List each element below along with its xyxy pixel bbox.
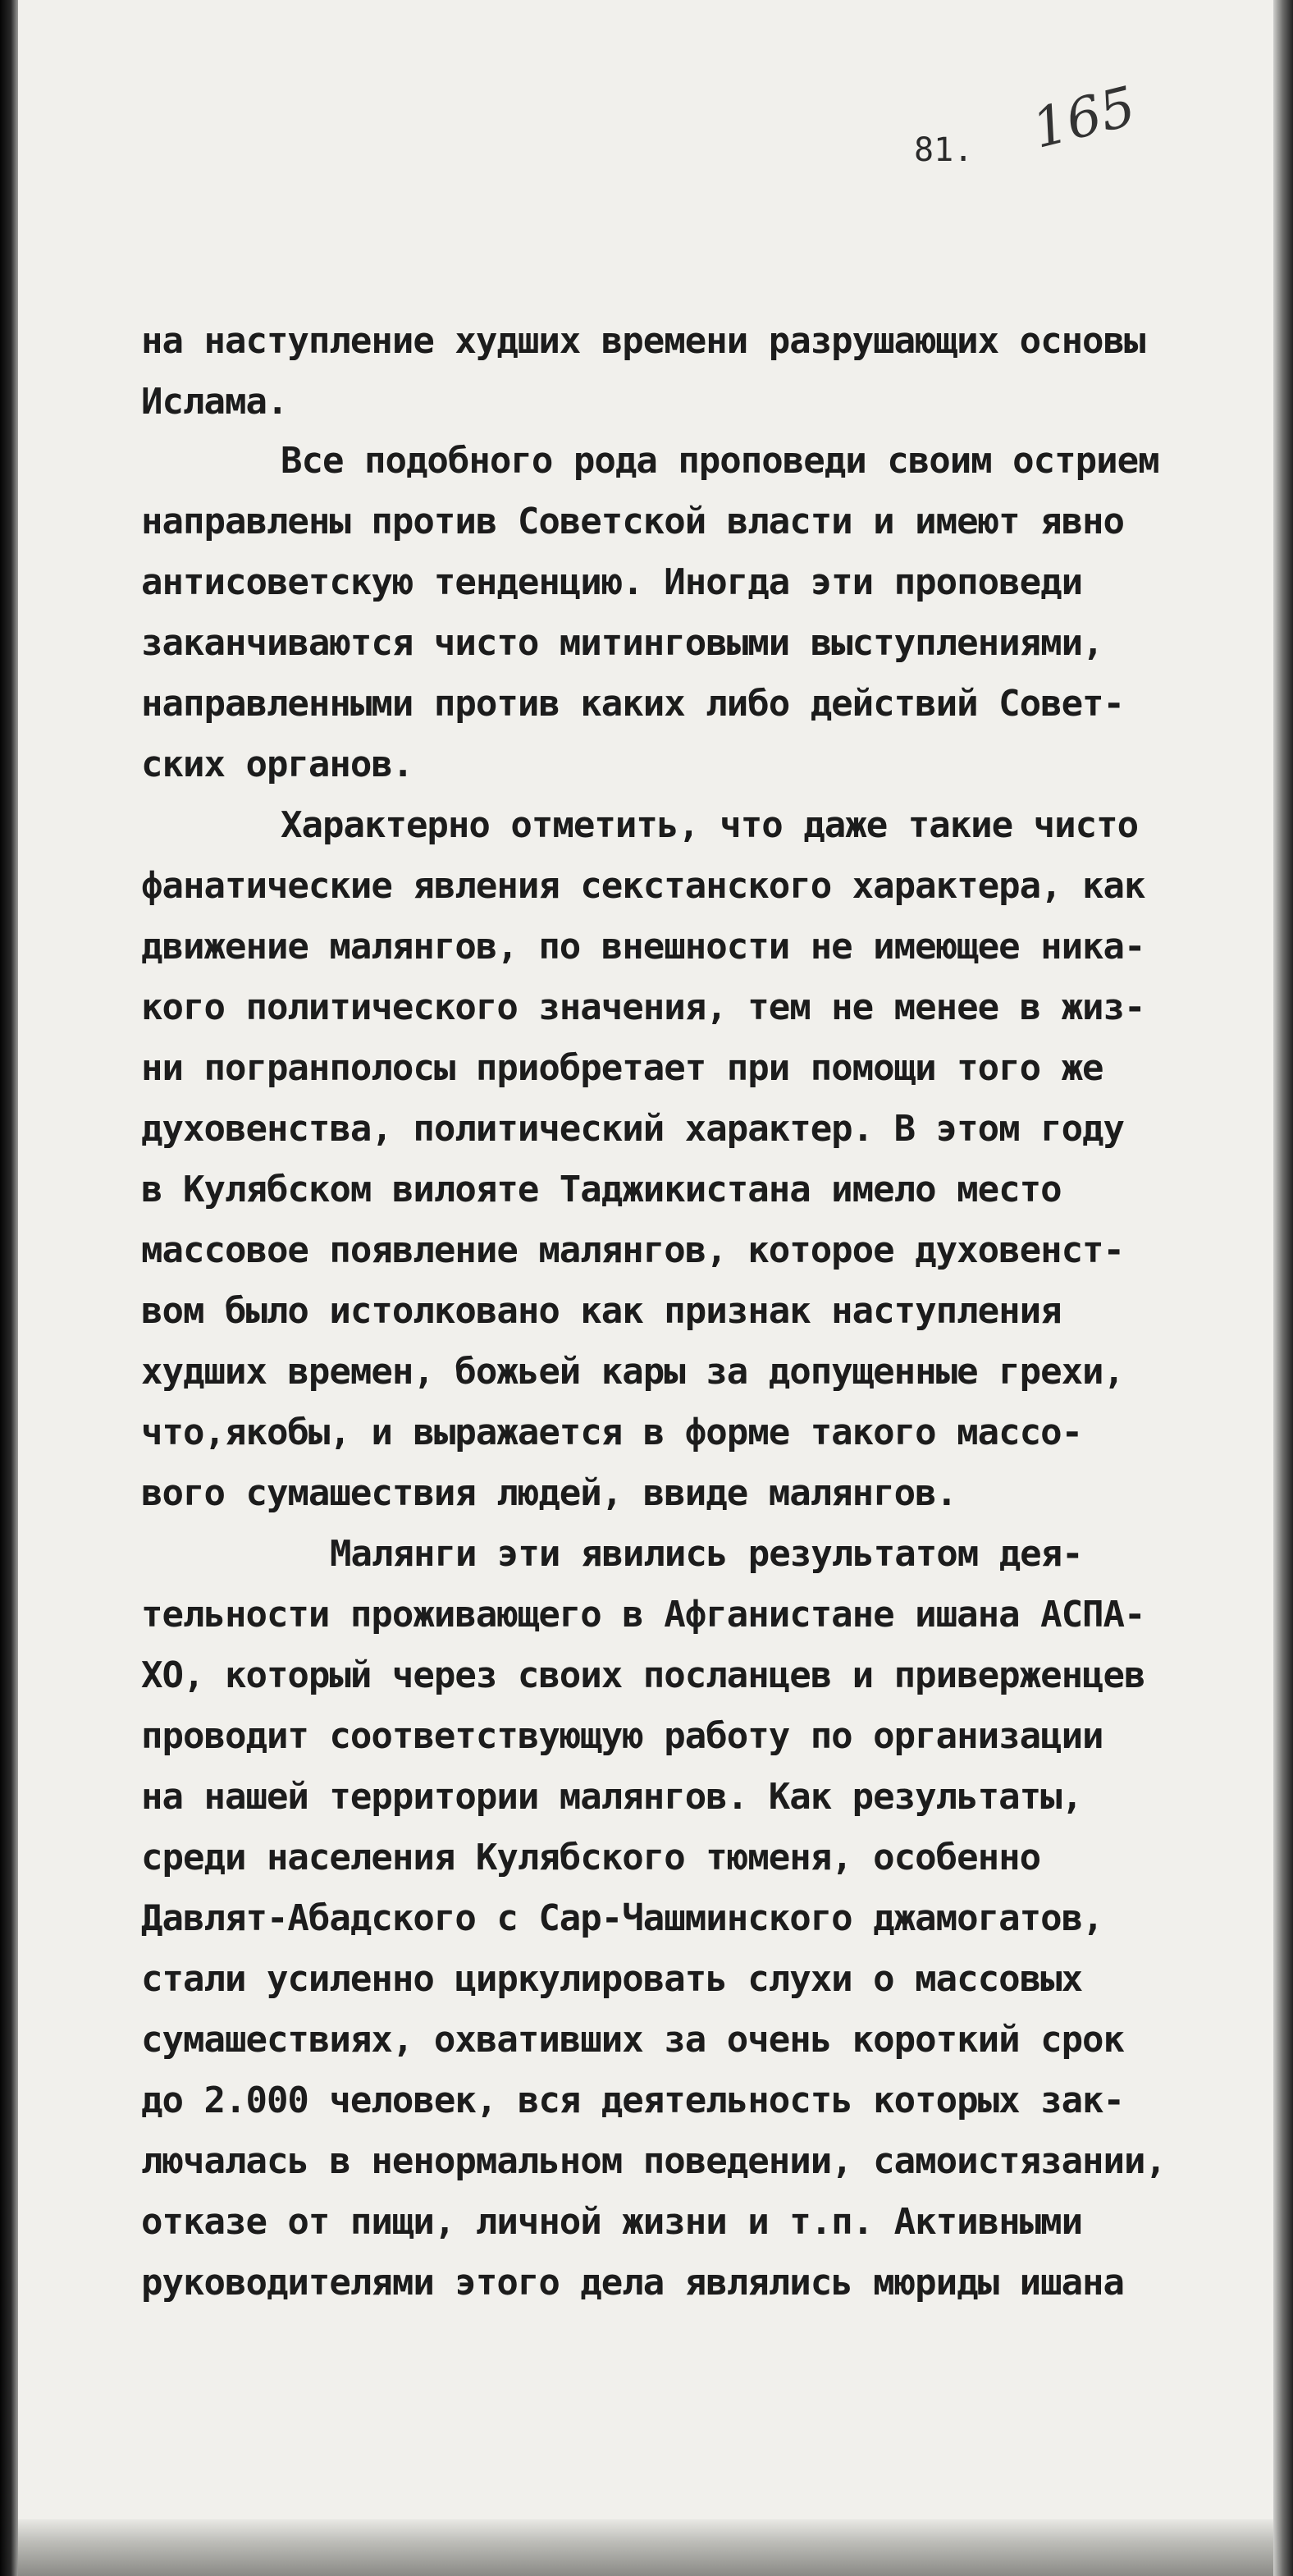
- text-line: проводит соответствующую работу по организации: [141, 1715, 1103, 1757]
- text-line: фанатические явления секстанского характера, как: [141, 865, 1145, 907]
- text-line: кого политического значения, тем не менее в жиз-: [141, 986, 1145, 1028]
- text-line: массовое появление малянгов, которое духовенст-: [141, 1229, 1125, 1271]
- text-line: стали усиленно циркулировать слухи о массовых: [141, 1958, 1083, 2000]
- document-page: [18, 0, 1273, 2576]
- page-number: 81.: [914, 131, 974, 169]
- text-line: ских органов.: [141, 744, 413, 785]
- text-line: Давлят-Абадского с Сар-Чашминского джамогатов,: [141, 1897, 1103, 1939]
- text-line: вом было истолковано как признак наступления: [141, 1290, 1062, 1332]
- text-line: Все подобного рода проповеди своим острием: [281, 440, 1159, 482]
- text-line: худших времен, божьей кары за допущенные грехи,: [141, 1351, 1125, 1393]
- text-line: духовенства, политический характер. В этом году: [141, 1108, 1125, 1150]
- text-line: Ислама.: [141, 381, 288, 423]
- text-line: на наступление худших времени разрушающих основы: [141, 320, 1145, 362]
- text-line: отказе от пищи, личной жизни и т.п. Активными: [141, 2201, 1083, 2243]
- text-line: Малянги эти явились результатом дея-: [330, 1533, 1083, 1575]
- text-line: направленными против каких либо действий Совет-: [141, 683, 1125, 725]
- scan-right-edge: [1273, 0, 1293, 2576]
- text-line: ХО, который через своих посланцев и приверженцев: [141, 1654, 1145, 1696]
- text-line: вого сумашествия людей, ввиде малянгов.: [141, 1472, 957, 1514]
- text-line: тельности проживающего в Афганистане ишана АСПА-: [141, 1594, 1145, 1636]
- text-line: что,якобы, и выражается в форме такого массо-: [141, 1412, 1083, 1453]
- text-line: среди населения Кулябского тюменя, особенно: [141, 1837, 1041, 1878]
- scan-left-edge: [0, 0, 18, 2576]
- handwritten-archive-number: 165: [1026, 74, 1142, 161]
- text-line: направлены против Советской власти и имеют явно: [141, 501, 1125, 542]
- text-line: до 2.000 человек, вся деятельность которых зак-: [141, 2080, 1125, 2121]
- text-line: заканчиваются чисто митинговыми выступлениями,: [141, 622, 1103, 664]
- text-line: руководителями этого дела являлись мюриды ишана: [141, 2262, 1125, 2304]
- text-line: Характерно отметить, что даже такие чисто: [281, 804, 1139, 846]
- text-line: в Кулябском вилояте Таджикистана имело место: [141, 1169, 1062, 1210]
- text-line: антисоветскую тенденцию. Иногда эти проповеди: [141, 561, 1083, 603]
- scan-bottom-edge: [18, 2519, 1273, 2576]
- text-line: на нашей территории малянгов. Как результаты,: [141, 1776, 1083, 1818]
- text-line: движение малянгов, по внешности не имеющее ника-: [141, 926, 1145, 968]
- text-line: ни погранполосы приобретает при помощи того же: [141, 1047, 1103, 1089]
- text-line: сумашествиях, охвативших за очень короткий срок: [141, 2019, 1125, 2061]
- text-line: лючалась в ненормальном поведении, самоистязании,: [141, 2140, 1167, 2182]
